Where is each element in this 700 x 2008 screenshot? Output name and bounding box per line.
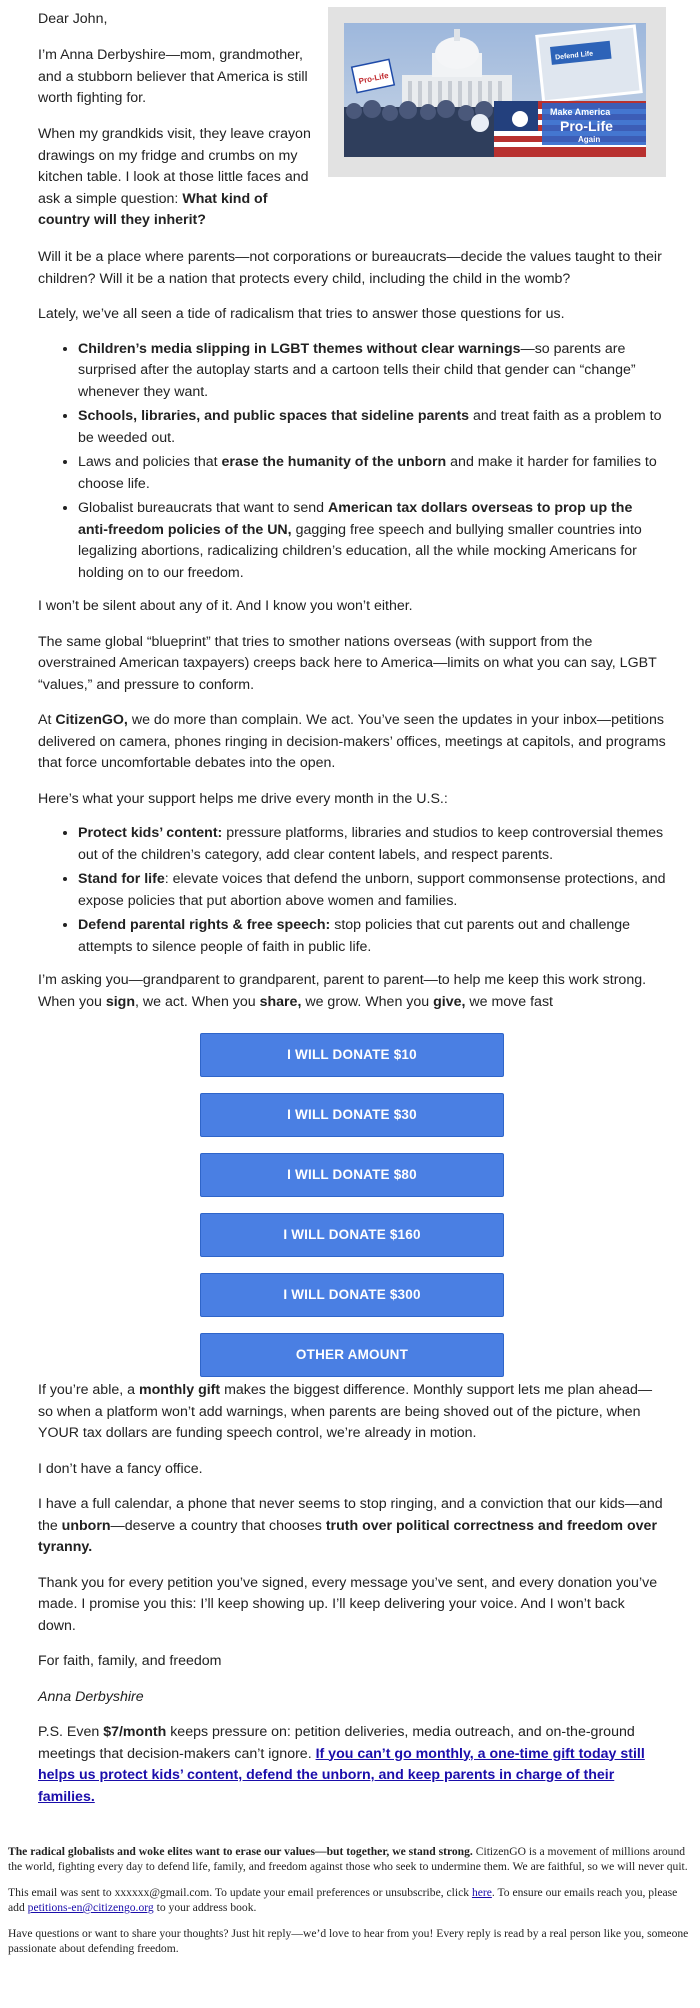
list-item	[78, 406, 666, 449]
monthly-gift: monthly gift	[138, 1382, 221, 1398]
intro-paragraph-2	[38, 124, 320, 232]
hero-image	[344, 23, 646, 157]
questions-paragraph: Will it be a place where parents—not corporations or bureaucrats—decide the values taught to their children? Will it be a nation that protects every child, including the child in the womb?	[38, 249, 662, 287]
calendar-paragraph	[38, 1494, 666, 1559]
hero-sign-right-text: Defend Life	[554, 50, 594, 62]
list-item	[78, 498, 666, 584]
radical-item-4-text: gagging free speech and bullying smaller countries into legalizing abortions, radicalizing children’s education, all the while mocking Americans for holding on to our freedom.	[78, 521, 642, 581]
unsubscribe-link[interactable]: here	[471, 1886, 492, 1899]
donate-160-button[interactable]: I WILL DONATE $160	[200, 1213, 504, 1257]
ask-paragraph	[38, 970, 666, 1013]
capitol-rally-photo	[344, 23, 646, 157]
radical-item-1-bold: Children’s media slipping in LGBT themes without clear warnings	[78, 340, 521, 357]
support-item-2-bold: Stand for life	[78, 871, 165, 887]
lately-paragraph: Lately, we’ve all seen a tide of radicalism that tries to answer those questions for us.	[38, 306, 565, 322]
radical-item-3-pre: Laws and policies that	[78, 454, 222, 470]
footer-questions: Have questions or want to share your thoughts? Just hit reply—we’d love to hear from you! Every reply is read by a real person like you, someone passionate about defending freedom.	[8, 1927, 689, 1955]
citizengo-name: CitizenGO,	[55, 712, 128, 728]
calendar-unborn: unborn	[61, 1517, 111, 1534]
footer-sent	[8, 1885, 692, 1915]
signature: Anna Derbyshire	[38, 1688, 144, 1705]
ask-sign: sign	[105, 993, 135, 1010]
footer-sent-text-2: . To ensure our emails reach you, please add	[8, 1886, 678, 1914]
donate-30-button[interactable]: I WILL DONATE $30	[200, 1093, 504, 1137]
monthly-pre: If you’re able, a	[38, 1382, 139, 1398]
support-list	[38, 823, 666, 958]
citizengo-paragraph	[38, 710, 666, 775]
support-item-3-text: stop policies that cut parents out and challenge attempts to silence people of faith in public life.	[78, 917, 631, 955]
list-item	[78, 339, 666, 404]
intro-paragraph-1	[38, 45, 320, 110]
calendar-text-1: I have a full calendar, a phone that never seems to stop ringing, and a conviction that our kids—and the	[38, 1496, 663, 1534]
list-item	[78, 915, 666, 958]
citizengo-pre: At	[38, 712, 56, 728]
support-item-1-text: pressure platforms, libraries and studios to keep controversial themes out of the children’s category, add clear content labels, and respect parents.	[78, 825, 664, 863]
intro-text-1: I’m Anna Derbyshire—mom, grandmother, and a stubborn believer that America is still worth fighting for.	[38, 47, 308, 106]
ps-pre: P.S. Even	[38, 1724, 104, 1740]
donate-300-button[interactable]: I WILL DONATE $300	[200, 1273, 504, 1317]
citizengo-text: we do more than complain. We act. You’ve seen the updates in your inbox—petitions delivered on camera, phones ringing in decision-makers’ offices, meetings at capitols, and programs that force uncomfortable debates into the open.	[38, 712, 666, 771]
ask-give: give,	[433, 993, 466, 1010]
email-footer	[8, 1844, 692, 1956]
support-item-1-bold: Protect kids’ content:	[78, 825, 223, 841]
footer-about	[8, 1844, 692, 1874]
donate-10-button[interactable]: I WILL DONATE $10	[200, 1033, 504, 1077]
intro-text-2: When my grandkids visit, they leave crayon drawings on my fridge and crumbs on my kitchen table. I look at those little faces and ask a simple question:	[38, 126, 311, 207]
footer-sent-text-1: This email was sent to xxxxxx@gmail.com. To update your email preferences or unsubscribe, click	[8, 1886, 472, 1899]
contact-email-link[interactable]: petitions-en@citizengo.org	[27, 1901, 154, 1914]
donate-button-group	[200, 1033, 504, 1393]
ask-text-3: we grow. When you	[301, 993, 434, 1010]
ask-text-2: , we act. When you	[135, 993, 260, 1010]
greeting: Dear John,	[38, 11, 108, 27]
monthly-text: makes the biggest difference. Monthly support lets me plan ahead—so when a platform won’t add warnings, when parents are being shoved out of the picture, when YOUR tax dollars are funding speech control, we’re already in motion.	[38, 1382, 653, 1441]
signoff: For faith, family, and freedom	[38, 1653, 222, 1669]
thanks-paragraph: Thank you for every petition you’ve signed, every message you’ve sent, and every donation you’ve made. I promise you this: I’ll keep showing up. I’ll keep delivering your voice. And I won’t back down.	[38, 1574, 658, 1634]
list-item	[78, 452, 666, 495]
flow-section-2	[38, 1380, 666, 1808]
silent-paragraph: I won’t be silent about any of it. And I know you won’t either.	[38, 598, 413, 614]
list-item	[78, 823, 666, 866]
list-item	[78, 869, 666, 912]
hero-image-frame	[328, 7, 666, 177]
blueprint-paragraph: The same global “blueprint” that tries to smother nations overseas (with support from the overstrained American taxpayers) creeps back here to America—limits on what you can say, LGBT “values,” and pressure to conform.	[38, 633, 657, 693]
donate-80-button[interactable]: I WILL DONATE $80	[200, 1153, 504, 1197]
radical-item-4-pre: Globalist bureaucrats that want to send	[78, 500, 328, 516]
office-paragraph: I don’t have a fancy office.	[38, 1460, 203, 1477]
other-amount-button[interactable]: OTHER AMOUNT	[200, 1333, 504, 1377]
flow-section-1	[38, 247, 666, 1013]
support-item-2-text: : elevate voices that defend the unborn, support commonsense protections, and expose policies that put abortion above women and families.	[78, 871, 666, 909]
monthly-paragraph	[38, 1380, 666, 1445]
hero-banner-line3: Again	[578, 135, 601, 144]
radical-item-3-text: and make it harder for families to choose life.	[78, 454, 657, 492]
ask-text-1: I’m asking you—grandparent to grandparent, parent to parent—to help me keep this work strong. When you	[38, 972, 647, 1010]
calendar-truth: truth over political correctness and freedom over tyranny.	[38, 1517, 657, 1555]
footer-sent-text-3: to your address book.	[153, 1901, 257, 1914]
radical-item-4-bold: American tax dollars overseas to prop up the anti-freedom policies of the UN,	[78, 500, 633, 538]
radical-list	[38, 339, 666, 585]
footer-about-text: CitizenGO is a movement of millions around the world, fighting every day to defend life, family, and freedom against those who seek to undermine them. We are faithful, so we will never quit.	[8, 1845, 688, 1873]
support-paragraph: Here’s what your support helps me drive every month in the U.S.:	[38, 790, 448, 807]
ask-text-4: we move fast	[465, 993, 553, 1010]
radical-item-2-text: and treat faith as a problem to be weeded out.	[78, 408, 662, 446]
ps-text: keeps pressure on: petition deliveries, media outreach, and on-the-ground meetings that decision-makers can’t ignore.	[38, 1724, 635, 1762]
intro-question: What kind of country will they inherit?	[38, 190, 268, 228]
calendar-text-2: —deserve a country that chooses	[110, 1517, 326, 1534]
ask-share: share,	[259, 993, 302, 1010]
radical-item-1-text: —so parents are surprised after the autoplay starts and a cartoon tells their child that gender can “change” whenever they want.	[78, 340, 636, 400]
ps-paragraph	[38, 1722, 666, 1808]
hero-sign-left-text: Pro-Life	[357, 70, 390, 86]
radical-item-3-bold: erase the humanity of the unborn	[221, 454, 447, 470]
hero-banner-line2: Pro-Life	[560, 118, 613, 134]
footer-about-bold: The radical globalists and woke elites want to erase our values—but together, we stand strong.	[8, 1845, 473, 1858]
support-item-3-bold: Defend parental rights & free speech:	[78, 917, 331, 933]
hero-banner-line1: Make America	[550, 107, 611, 117]
radical-item-2-bold: Schools, libraries, and public spaces that sideline parents	[78, 408, 470, 424]
one-time-gift-link[interactable]: If you can’t go monthly, a one-time gift today still helps us protect kids’ content, defend the unborn, and keep parents in charge of their families.	[38, 1745, 645, 1805]
ps-amount: $7/month	[103, 1724, 167, 1740]
